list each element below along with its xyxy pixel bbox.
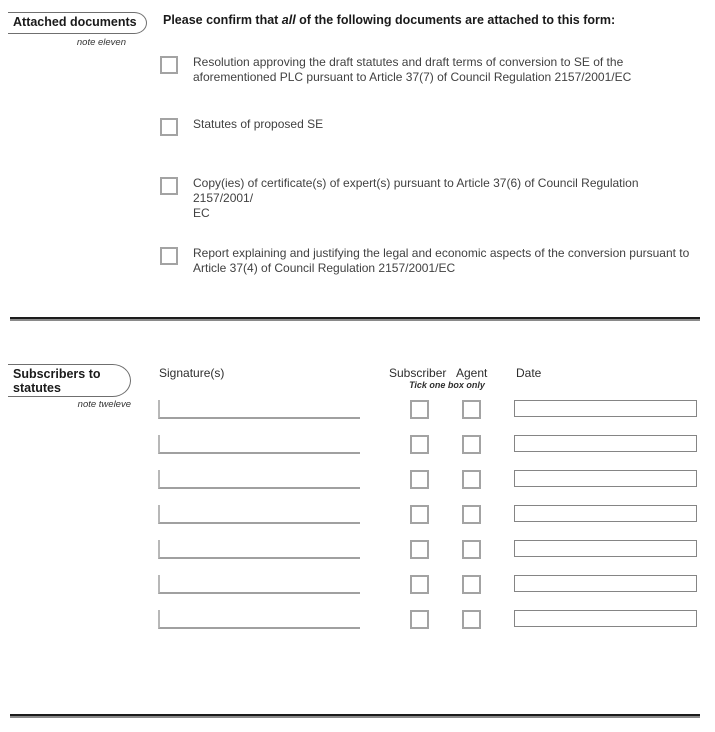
signature-row bbox=[0, 400, 715, 435]
date-field[interactable] bbox=[514, 400, 697, 417]
date-field[interactable] bbox=[514, 610, 697, 627]
signature-line[interactable] bbox=[158, 610, 360, 629]
signatures-column-header: Signature(s) bbox=[159, 366, 225, 380]
signature-row bbox=[0, 435, 715, 470]
checklist-item-line: Statutes of proposed SE bbox=[193, 117, 324, 131]
agent-checkbox[interactable] bbox=[462, 575, 481, 594]
subscribers-tab bbox=[8, 364, 131, 397]
date-field[interactable] bbox=[514, 575, 697, 592]
subscriber-checkbox[interactable] bbox=[410, 610, 429, 629]
subscribers-label-line1: Subscribers to bbox=[13, 367, 101, 381]
signature-row bbox=[0, 540, 715, 575]
subscribers-label-line2: statutes bbox=[13, 381, 61, 395]
subscriber-checkbox[interactable] bbox=[410, 435, 429, 454]
subscriber-checkbox[interactable] bbox=[410, 505, 429, 524]
agent-column-header: Agent bbox=[456, 366, 488, 380]
agent-checkbox[interactable] bbox=[462, 470, 481, 489]
checklist-item-text bbox=[193, 246, 701, 276]
instruction-prefix: Please confirm that bbox=[163, 13, 282, 27]
subscriber-checkbox[interactable] bbox=[410, 470, 429, 489]
signature-row bbox=[0, 505, 715, 540]
signature-line[interactable] bbox=[158, 540, 360, 559]
date-field[interactable] bbox=[514, 435, 697, 452]
section-divider bbox=[10, 317, 700, 321]
note-eleven: note eleven bbox=[76, 37, 126, 48]
checklist-item-line: Report explaining and justifying the legal and economic aspects of the conversion pursuant to bbox=[193, 246, 690, 260]
subscriber-column-header: Subscriber bbox=[389, 366, 447, 380]
checklist-item-text bbox=[193, 176, 701, 221]
attached-documents-instruction bbox=[163, 13, 703, 27]
attached-documents-label: Attached documents bbox=[13, 15, 137, 29]
instruction-suffix: of the following documents are attached to this form: bbox=[295, 13, 616, 27]
subscriber-checkbox[interactable] bbox=[410, 540, 429, 559]
checklist-item-text bbox=[193, 55, 701, 85]
agent-checkbox[interactable] bbox=[462, 610, 481, 629]
checklist-item-line: aforementioned PLC pursuant to Article 37(7) of Council Regulation 2157/2001/EC bbox=[193, 70, 632, 84]
checklist-item-text bbox=[193, 117, 701, 132]
signature-line[interactable] bbox=[158, 435, 360, 454]
checklist-item-line: Copy(ies) of certificate(s) of expert(s) pursuant to Article 37(6) of Council Regulation 2157/2001/ bbox=[193, 176, 639, 205]
conversion-report-checkbox[interactable] bbox=[160, 247, 178, 265]
date-field[interactable] bbox=[514, 470, 697, 487]
bottom-divider bbox=[10, 714, 700, 718]
subscriber-checkbox[interactable] bbox=[410, 400, 429, 419]
subscribers-label bbox=[8, 365, 130, 395]
date-column-header: Date bbox=[516, 366, 542, 380]
subscriber-checkbox[interactable] bbox=[410, 575, 429, 594]
agent-checkbox[interactable] bbox=[462, 505, 481, 524]
signature-line[interactable] bbox=[158, 470, 360, 489]
agent-checkbox[interactable] bbox=[462, 435, 481, 454]
checklist-item-line: Article 37(4) of Council Regulation 2157/2001/EC bbox=[193, 261, 456, 275]
signature-line[interactable] bbox=[158, 400, 360, 419]
signature-line[interactable] bbox=[158, 575, 360, 594]
instruction-emphasis: all bbox=[281, 13, 296, 27]
expert-certificate-checkbox[interactable] bbox=[160, 177, 178, 195]
agent-checkbox[interactable] bbox=[462, 400, 481, 419]
note-twelve: note tweleve bbox=[77, 399, 131, 410]
signature-row bbox=[0, 575, 715, 610]
checklist-item-line: Resolution approving the draft statutes and draft terms of conversion to SE of the bbox=[193, 55, 624, 69]
date-field[interactable] bbox=[514, 540, 697, 557]
tick-one-box-note: Tick one box only bbox=[409, 380, 485, 390]
signature-line[interactable] bbox=[158, 505, 360, 524]
statutes-checkbox[interactable] bbox=[160, 118, 178, 136]
resolution-checkbox[interactable] bbox=[160, 56, 178, 74]
attached-documents-tab bbox=[8, 12, 147, 34]
signature-row bbox=[0, 610, 715, 645]
checklist-item-line: EC bbox=[193, 206, 210, 220]
date-field[interactable] bbox=[514, 505, 697, 522]
agent-checkbox[interactable] bbox=[462, 540, 481, 559]
signature-row bbox=[0, 470, 715, 505]
